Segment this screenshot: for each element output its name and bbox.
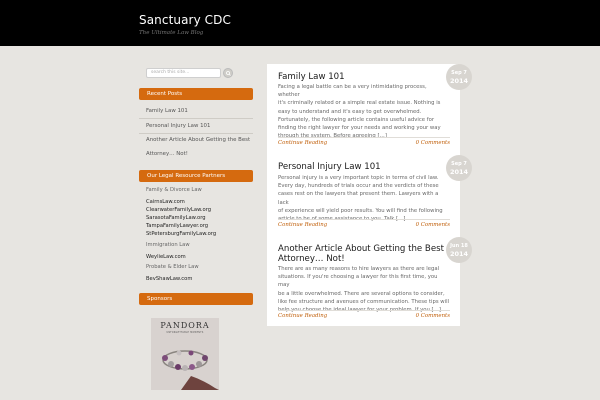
date-year: 2014 (449, 250, 469, 258)
partner-link[interactable]: StPetersburgFamilyLaw.org (146, 231, 217, 237)
excerpt-line: There are as many reasons to hire lawyers as there are legal (278, 266, 440, 272)
continue-reading-link[interactable]: Continue Reading (278, 222, 328, 228)
divider (278, 137, 450, 138)
partner-link[interactable]: SarasotaFamilyLaw.org (146, 215, 206, 221)
date-year: 2014 (449, 77, 469, 85)
excerpt-line: of experience will yield poor results. You will find the following (278, 207, 443, 214)
comments-link[interactable]: 0 Comments (415, 222, 450, 228)
sponsor-ad-tagline: UNFORGETTABLE MOMENTS (166, 331, 204, 334)
continue-reading-link[interactable]: Continue Reading (278, 140, 328, 146)
comments-link[interactable]: 0 Comments (415, 313, 450, 319)
date-month: Sep 7 (451, 161, 467, 167)
search-input[interactable]: search this site... (146, 68, 221, 78)
bracelet-image (151, 318, 219, 390)
partner-category[interactable]: Family & Divorce Law (146, 187, 202, 193)
recent-post-link[interactable]: Family Law 101 (146, 108, 188, 114)
sponsor-ad[interactable] (151, 318, 219, 390)
excerpt-line: like fee structure and avenues of communication. These tips will (278, 298, 450, 305)
date-year: 2014 (449, 168, 469, 176)
excerpt-line: easy to understand and it's easy to get overwhelmed. (278, 108, 422, 115)
excerpt-line: finding the right lawyer for your needs and working your way (278, 125, 441, 132)
site-header (0, 0, 600, 46)
search-button[interactable] (223, 68, 233, 78)
excerpt-line: be a little overwhelmed. There are several options to consider, (278, 290, 445, 297)
excerpt-line: Every day, hundreds of trials occur and the verdicts of these (278, 183, 439, 190)
partner-link[interactable]: WeylieLaw.com (146, 254, 186, 260)
excerpt-line: Personal injury is a very important topic in terms of civil law. (278, 175, 439, 181)
comments-link[interactable]: 0 Comments (415, 140, 450, 146)
partner-category[interactable]: Probate & Elder Law (146, 264, 199, 270)
excerpt-line: cases rest on the lawyers that present them. Lawyers with a lack (278, 191, 439, 206)
sponsor-ad-brand: PANDORA (160, 321, 210, 330)
post-title[interactable]: Personal Injury Law 101 (278, 162, 381, 172)
date-month: Sep 7 (451, 70, 467, 76)
site-title[interactable]: Sanctuary CDC (139, 13, 231, 27)
post-title-line: Attorney… Not! (278, 254, 345, 264)
partner-link[interactable]: TampaFamilyLawyer.org (146, 223, 209, 229)
excerpt-line: it's criminally related or a simple real estate issue. Nothing is (278, 100, 441, 107)
post-excerpt (278, 174, 450, 223)
sponsors-heading: Sponsors (139, 293, 253, 305)
divider (139, 118, 253, 119)
partners-heading: Our Legal Resource Partners (139, 170, 253, 182)
post-title[interactable] (278, 244, 444, 264)
recent-post-link-continued[interactable]: Attorney… Not! (146, 151, 188, 157)
post-excerpt (278, 265, 450, 314)
search-icon (226, 71, 231, 76)
partner-link[interactable]: BevShawLaw.com (146, 276, 193, 282)
partner-category[interactable]: Immigration Law (146, 242, 190, 248)
divider (278, 310, 450, 311)
partner-link[interactable]: ClearwaterFamilyLaw.org (146, 207, 212, 213)
partner-link[interactable]: CairnsLaw.com (146, 199, 185, 205)
excerpt-line: Fortunately, the following article contains useful advice for (278, 116, 435, 123)
recent-post-link[interactable]: Another Article About Getting the Best (146, 137, 251, 143)
continue-reading-link[interactable]: Continue Reading (278, 313, 328, 319)
excerpt-line: Facing a legal battle can be a very intimidating process, whether (278, 84, 427, 99)
recent-posts-heading: Recent Posts (139, 88, 253, 100)
divider (278, 219, 450, 220)
excerpt-line: situations. If you're choosing a lawyer for this first time, you may (278, 274, 438, 289)
divider (139, 133, 253, 134)
post-title[interactable]: Family Law 101 (278, 72, 345, 82)
date-month: Jun 18 (450, 243, 468, 249)
post-excerpt (278, 83, 450, 140)
post-title-line: Another Article About Getting the Best (278, 244, 444, 254)
recent-post-link[interactable]: Personal Injury Law 101 (146, 123, 211, 129)
site-tagline: The Ultimate Law Blog (139, 30, 204, 36)
